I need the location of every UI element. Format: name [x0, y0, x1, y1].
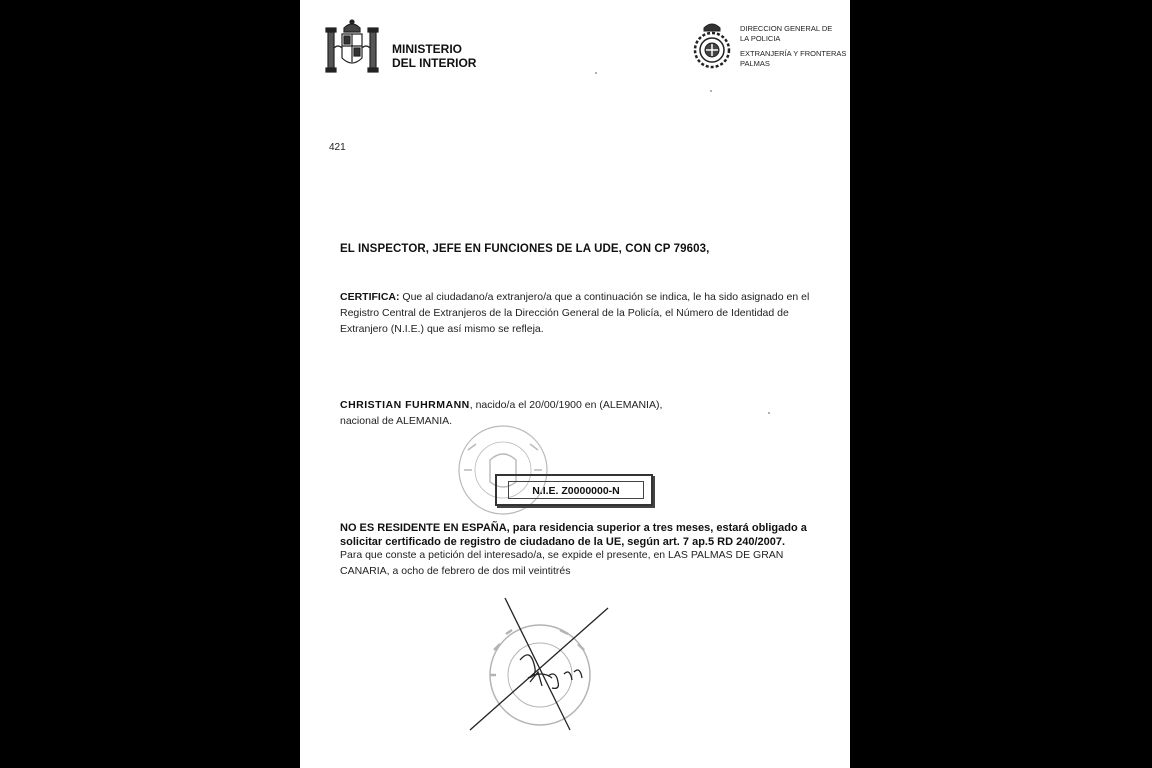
certifica-text: Que al ciudadano/a extranjero/a que a continuación se indica, le ha sido asignado en el Registro Central de Extranjeros de la Dirección General de la Policía, el Número de Identidad de Extranjero (N.I.E.) que así mismo se refleja.: [340, 291, 810, 335]
person-name: CHRISTIAN FUHRMANN: [340, 399, 470, 411]
document-page: [300, 0, 850, 768]
police-directorate: [740, 24, 846, 68]
non-resident-notice: NO ES RESIDENTE EN ESPAÑA, para residencia superior a tres meses, estará obligado a solicitar certificado de registro de ciudadano de la UE, según art. 7 ap.5 RD 240/2007.: [340, 522, 807, 548]
police-line-2: LA POLICIA: [740, 33, 781, 43]
scan-speck: [595, 72, 597, 74]
ministry-title: [392, 42, 476, 70]
certifica-label: CERTIFICA:: [340, 291, 400, 303]
nie-box: [495, 474, 653, 506]
person-nationality: nacional de ALEMANIA.: [340, 415, 453, 427]
police-emblem-icon: [692, 20, 732, 70]
ministry-line-1: MINISTERIO: [392, 42, 463, 56]
issue-statement: Para que conste a petición del interesado/a, se expide el presente, en LAS PALMAS DE GRAN CANARIA, a ocho de febrero de dos mil veintitrés: [340, 549, 784, 577]
coat-of-arms-icon: [324, 18, 380, 78]
issuer-heading: EL INSPECTOR, JEFE EN FUNCIONES DE LA UDE, CON CP 79603,: [340, 243, 710, 255]
scan-speck: [710, 90, 712, 92]
nie-number: N.I.E. Z0000000-N: [508, 481, 644, 499]
ministry-line-2: DEL INTERIOR: [392, 56, 477, 70]
reference-number: 421: [329, 142, 346, 153]
police-line-1: DIRECCION GENERAL DE: [740, 24, 833, 33]
certification-paragraph: [340, 289, 820, 337]
police-line-4: PALMAS: [740, 58, 770, 68]
police-line-3: EXTRANJERÍA Y FRONTERAS: [740, 49, 847, 58]
person-birth: , nacido/a el 20/00/1900 en (ALEMANIA),: [469, 399, 663, 411]
scan-speck: [768, 412, 770, 414]
signature-stamp: [460, 590, 620, 740]
